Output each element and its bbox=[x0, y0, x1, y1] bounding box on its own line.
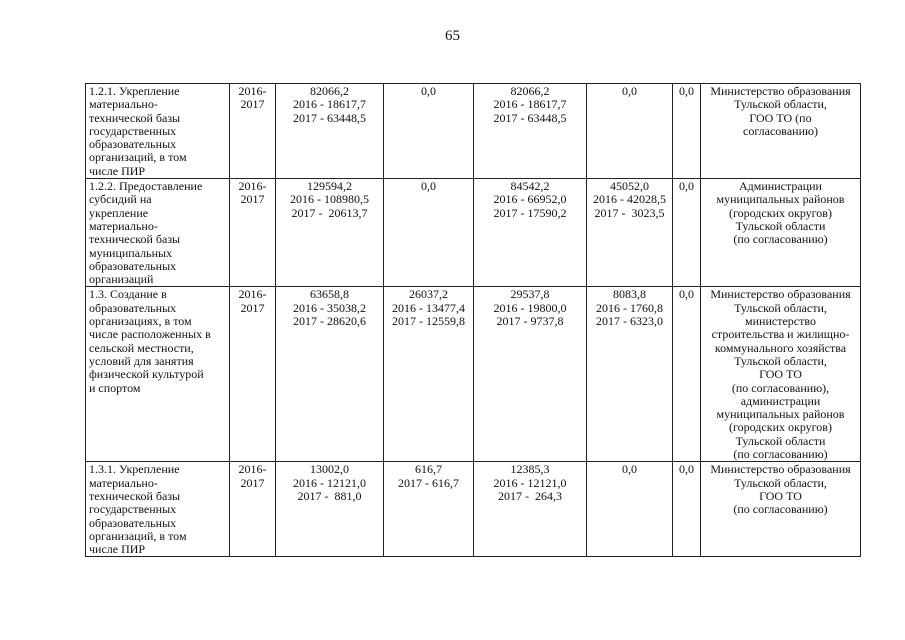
table-row bbox=[86, 84, 861, 179]
cell-line: сельской местности, bbox=[89, 340, 194, 355]
other-sources-cell bbox=[673, 287, 701, 462]
cell-line: 2016 - 18617,7 bbox=[293, 97, 366, 112]
cell-line: условий для занятия bbox=[89, 353, 194, 368]
period-cell bbox=[230, 84, 276, 179]
cell-line: организациях, в том bbox=[89, 314, 192, 329]
total-funding-cell bbox=[276, 462, 384, 557]
cell-line: материально- bbox=[89, 218, 158, 233]
cell-line: укрепление bbox=[89, 205, 149, 220]
cell-line: 26037,2 bbox=[409, 287, 448, 302]
cell-line: 2016 - 13477,4 bbox=[392, 300, 465, 315]
cell-line: 2016 - 108980,5 bbox=[290, 192, 369, 207]
cell-line: (городских округов) bbox=[729, 205, 832, 220]
cell-line: образовательных bbox=[89, 137, 177, 152]
cell-line: 82066,2 bbox=[510, 84, 550, 98]
cell-line: Министерство образования bbox=[710, 84, 851, 98]
cell-line: 2016 - 66952,0 bbox=[493, 192, 567, 207]
cell-line: образовательных bbox=[89, 300, 177, 315]
federal-budget-cell bbox=[384, 287, 474, 462]
cell-line: коммунального хозяйства bbox=[714, 340, 847, 355]
cell-line: 1.2.2. Предоставление bbox=[89, 179, 203, 194]
cell-line: (по согласованию), bbox=[731, 380, 830, 395]
cell-line: 45052,0 bbox=[610, 179, 649, 194]
cell-line: 0,0 bbox=[679, 179, 694, 194]
cell-line: муниципальных bbox=[89, 245, 173, 260]
cell-line: 2016- bbox=[238, 287, 267, 302]
other-sources-cell bbox=[673, 179, 701, 287]
cell-line: 0,0 bbox=[421, 84, 436, 98]
period-cell bbox=[230, 462, 276, 557]
municipal-budget-cell bbox=[587, 287, 673, 462]
regional-budget-cell bbox=[474, 179, 587, 287]
activity-name-cell bbox=[86, 462, 230, 557]
federal-budget-cell bbox=[384, 462, 474, 557]
cell-line: образовательных bbox=[89, 515, 177, 530]
cell-line: муниципальных районов bbox=[716, 407, 845, 422]
cell-line: 2017 - 9737,8 bbox=[496, 314, 564, 329]
cell-line: Тульской области, bbox=[734, 97, 827, 112]
cell-line: числе ПИР bbox=[89, 542, 146, 557]
cell-line: технической базы bbox=[89, 232, 181, 247]
cell-line: 2017 - 63448,5 bbox=[493, 110, 567, 125]
period-cell bbox=[230, 287, 276, 462]
total-funding-cell bbox=[276, 84, 384, 179]
cell-line: Министерство образования bbox=[710, 287, 851, 302]
table-row bbox=[86, 287, 861, 462]
page-number: 65 bbox=[445, 28, 460, 44]
cell-line: 2016- bbox=[238, 84, 267, 98]
cell-line: 2016 - 1760,8 bbox=[596, 300, 663, 315]
cell-line: 0,0 bbox=[679, 84, 694, 98]
cell-line: материально- bbox=[89, 475, 158, 490]
cell-line: 2017 - 264,3 bbox=[498, 488, 562, 503]
cell-line: 2017 bbox=[240, 97, 265, 112]
cell-line: 2016 - 42028,5 bbox=[593, 192, 666, 207]
cell-line: 129594,2 bbox=[307, 179, 352, 194]
cell-line: (по согласованию) bbox=[733, 502, 828, 517]
executor-cell bbox=[701, 462, 861, 557]
cell-line: 2016 - 18617,7 bbox=[493, 97, 567, 112]
cell-line: государственных bbox=[89, 502, 177, 517]
cell-line: 2017 - 3023,5 bbox=[594, 205, 665, 220]
cell-line: 2016 - 35038,2 bbox=[293, 300, 366, 315]
cell-line: 0,0 bbox=[622, 462, 637, 477]
activity-name-cell bbox=[86, 179, 230, 287]
cell-line: числе ПИР bbox=[89, 163, 146, 178]
cell-line: Тульской области, bbox=[734, 300, 827, 315]
cell-line: 2017 - 616,7 bbox=[398, 475, 459, 490]
cell-line: 2016 - 12121,0 bbox=[293, 475, 366, 490]
cell-line: министерство bbox=[745, 314, 816, 329]
cell-line: 2016- bbox=[238, 462, 267, 477]
cell-line: 2017 - 17590,2 bbox=[493, 205, 567, 220]
cell-line: технической базы bbox=[89, 488, 181, 503]
cell-line: ГОО ТО bbox=[759, 367, 802, 382]
cell-line: муниципальных районов bbox=[716, 192, 845, 207]
cell-line: Тульской области, bbox=[734, 475, 827, 490]
period-cell bbox=[230, 179, 276, 287]
cell-line: 13002,0 bbox=[310, 462, 349, 477]
total-funding-cell bbox=[276, 179, 384, 287]
cell-line: (городских округов) bbox=[729, 420, 832, 435]
cell-line: согласованию) bbox=[743, 123, 818, 138]
cell-line: Тульской области bbox=[735, 218, 826, 233]
activity-name-cell bbox=[86, 84, 230, 179]
table-row bbox=[86, 179, 861, 287]
cell-line: Министерство образования bbox=[710, 462, 851, 477]
regional-budget-cell bbox=[474, 84, 587, 179]
cell-line: 2016 - 12121,0 bbox=[493, 475, 567, 490]
cell-line: государственных bbox=[89, 123, 177, 138]
total-funding-cell bbox=[276, 287, 384, 462]
cell-line: субсидий на bbox=[89, 192, 152, 207]
cell-line: 1.2.1. Укрепление bbox=[89, 84, 180, 98]
cell-line: 12385,3 bbox=[510, 462, 550, 477]
cell-line: 29537,8 bbox=[510, 287, 550, 302]
cell-line: 1.3.1. Укрепление bbox=[89, 462, 180, 477]
cell-line: технической базы bbox=[89, 110, 181, 125]
cell-line: 2017 - 20613,7 bbox=[291, 205, 368, 220]
cell-line: 82066,2 bbox=[310, 84, 349, 98]
cell-line: 0,0 bbox=[622, 84, 637, 98]
regional-budget-cell bbox=[474, 287, 587, 462]
municipal-budget-cell bbox=[587, 84, 673, 179]
cell-line: (по согласованию) bbox=[733, 232, 828, 247]
cell-line: организаций, в том bbox=[89, 528, 187, 543]
activity-name-cell bbox=[86, 287, 230, 462]
cell-line: физической культурой bbox=[89, 367, 204, 382]
regional-budget-cell bbox=[474, 462, 587, 557]
executor-cell bbox=[701, 179, 861, 287]
cell-line: 2017 - 12559,8 bbox=[392, 314, 465, 329]
cell-line: 2017 - 6323,0 bbox=[596, 314, 663, 329]
cell-line: 2016 - 19800,0 bbox=[493, 300, 567, 315]
cell-line: 2017 - 881,0 bbox=[297, 488, 362, 503]
cell-line: 2017 bbox=[240, 300, 265, 315]
municipal-budget-cell bbox=[587, 462, 673, 557]
federal-budget-cell bbox=[384, 84, 474, 179]
executor-cell bbox=[701, 287, 861, 462]
cell-line: 2017 bbox=[240, 192, 265, 207]
other-sources-cell bbox=[673, 462, 701, 557]
cell-line: организаций, в том bbox=[89, 150, 187, 165]
cell-line: материально- bbox=[89, 97, 158, 112]
cell-line: 0,0 bbox=[679, 287, 694, 302]
cell-line: 84542,2 bbox=[510, 179, 550, 194]
cell-line: числе расположенных в bbox=[89, 327, 211, 342]
cell-line: Тульской области bbox=[735, 433, 826, 448]
table-row bbox=[86, 462, 861, 557]
cell-line: 0,0 bbox=[421, 179, 436, 194]
cell-line: ГОО ТО bbox=[759, 488, 802, 503]
cell-line: 1.3. Создание в bbox=[89, 287, 167, 302]
cell-line: 0,0 bbox=[679, 462, 694, 477]
cell-line: 2017 - 63448,5 bbox=[293, 110, 366, 125]
cell-line: 616,7 bbox=[415, 462, 442, 477]
cell-line: строительства и жилищно- bbox=[711, 327, 850, 342]
executor-cell bbox=[701, 84, 861, 179]
cell-line: 8083,8 bbox=[613, 287, 646, 302]
cell-line: Тульской области, bbox=[734, 353, 827, 368]
cell-line: 63658,8 bbox=[310, 287, 349, 302]
cell-line: 2017 bbox=[240, 475, 265, 490]
cell-line: и спортом bbox=[89, 380, 141, 395]
cell-line: организаций bbox=[89, 272, 154, 287]
cell-line: (по согласованию) bbox=[733, 447, 828, 462]
cell-line: администрации bbox=[740, 393, 821, 408]
cell-line: образовательных bbox=[89, 258, 177, 273]
municipal-budget-cell bbox=[587, 179, 673, 287]
cell-line: 2017 - 28620,6 bbox=[293, 314, 366, 329]
other-sources-cell bbox=[673, 84, 701, 179]
federal-budget-cell bbox=[384, 179, 474, 287]
cell-line: ГОО ТО (по bbox=[749, 110, 812, 125]
table-body bbox=[86, 84, 861, 557]
cell-line: 2016- bbox=[238, 179, 267, 194]
program-table bbox=[85, 83, 861, 557]
cell-line: Администрации bbox=[739, 179, 822, 194]
